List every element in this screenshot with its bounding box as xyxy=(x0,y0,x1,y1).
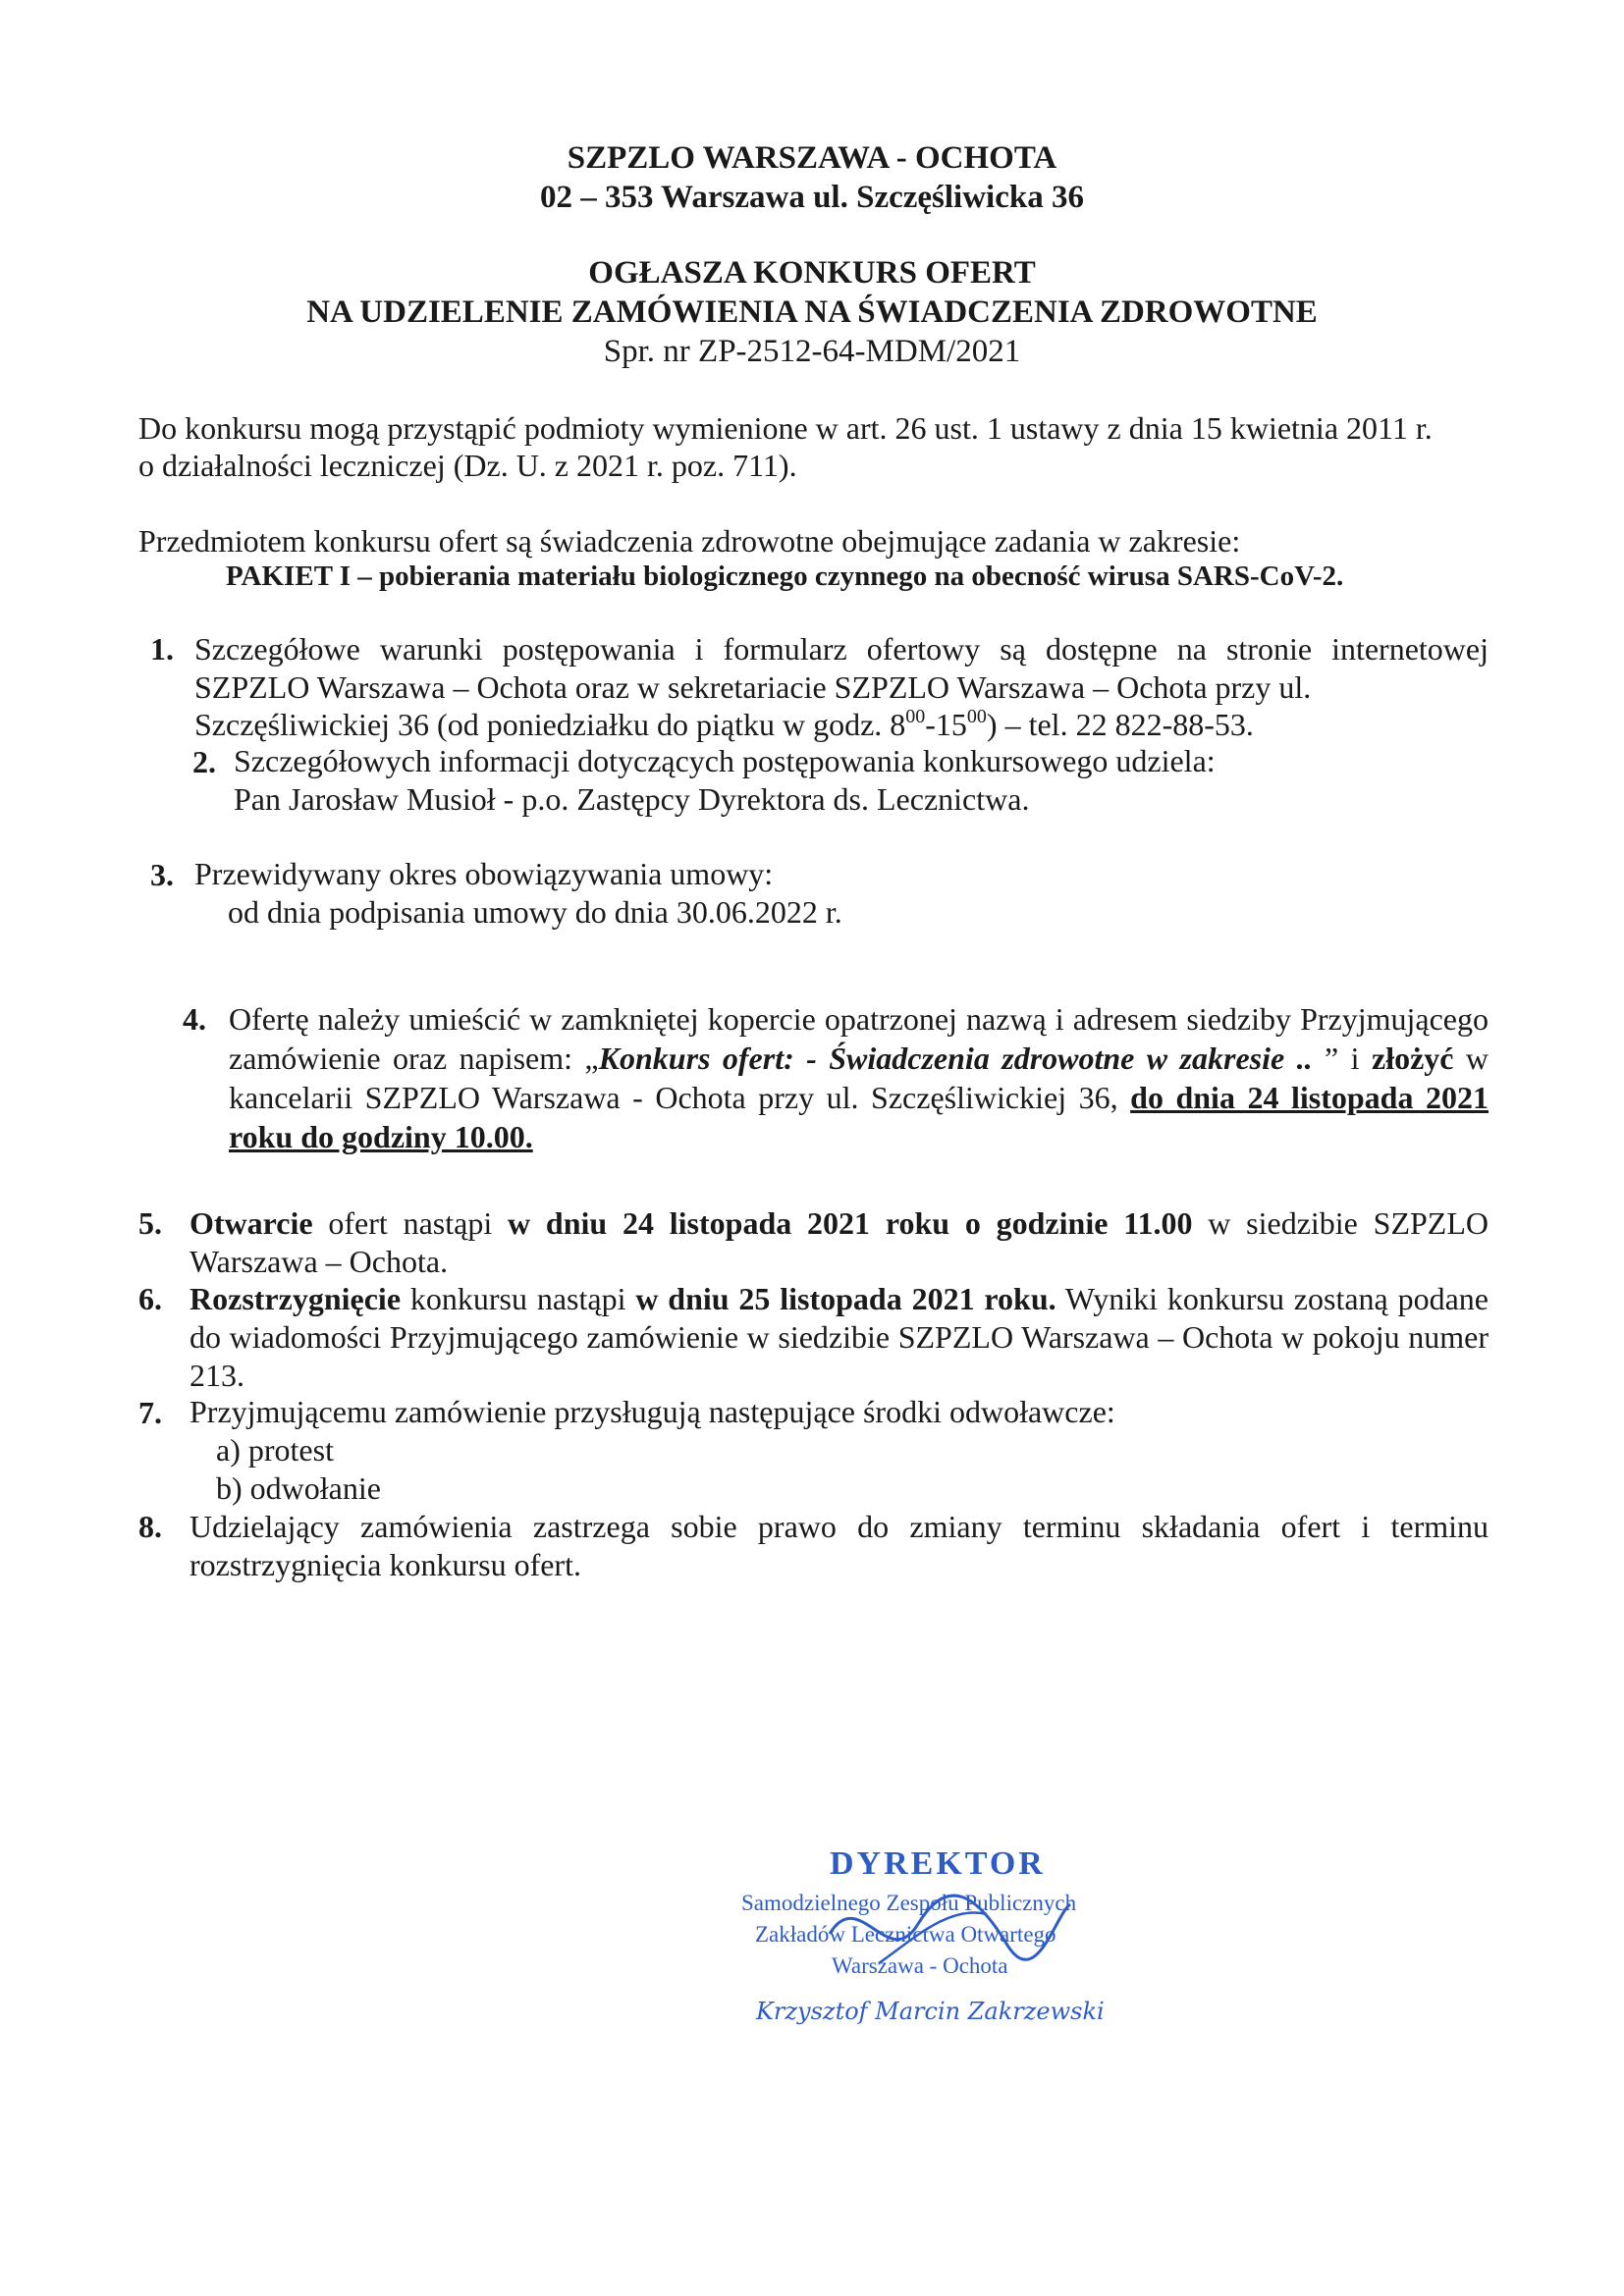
intro-line-1: Do konkursu mogą przystąpić podmioty wymienione w art. 26 ust. 1 ustawy z dnia 15 kwietnia 2011 r. xyxy=(138,410,1433,446)
item-8-text: Udzielający zamówienia zastrzega sobie prawo do zmiany terminu składania ofert i terminu rozstrzygnięcia konkursu ofert. xyxy=(189,1509,1489,1582)
signatory-name: Krzysztof Marcin Zakrzewski xyxy=(756,1998,1105,2025)
announce-title: OGŁASZA KONKURS OFERT xyxy=(588,255,1036,291)
intro-line-2: o działalności leczniczej (Dz. U. z 2021 r. poz. 711). xyxy=(138,448,797,483)
item-2-line-1: Szczegółowych informacji dotyczących postępowania konkursowego udziela: xyxy=(234,743,1216,778)
item-number-3: 3. xyxy=(150,857,174,892)
item-number-2: 2. xyxy=(192,744,216,779)
item-4-text: Ofertę należy umieścić w zamkniętej kopercie opatrzonej nazwą i adresem siedziby Przyjmującego zamówienie oraz napisem: „Konkurs ofert: - Świadczenia zdrowotne w zakresie .. ” i złożyć w kancelarii SZPZLO Warszawa - Ochota przy ul. Szczęśliwickiej 36, do dnia 24 listopada 2021 roku do godziny 10.00. xyxy=(229,1001,1489,1154)
deadline-text: do dnia 24 listopada 2021 roku do godziny 10.00. xyxy=(229,1080,1489,1154)
item-number-4: 4. xyxy=(183,1001,206,1037)
stamp-title: DYREKTOR xyxy=(830,1845,1046,1882)
item-1-last-line: Szczęśliwickiej 36 (od poniedziałku do piątku w godz. $8^{00}-15^{00}$) – tel. 22 822-88-53. xyxy=(194,706,1254,742)
case-number: Spr. nr ZP-2512-64-MDM/2021 xyxy=(603,334,1021,369)
item-number-5: 5. xyxy=(138,1205,162,1241)
item-7-line: Przyjmującemu zamówienie przysługują następujące środki odwoławcze: xyxy=(189,1394,1115,1429)
signature-scribble xyxy=(820,1875,1075,1983)
item-number-7: 7. xyxy=(138,1395,162,1430)
item-3-line-1: Przewidywany okres obowiązywania umowy: xyxy=(194,856,774,891)
stamp-line-3: Warszawa - Ochota xyxy=(832,1953,1008,1978)
stamp-line-2: Zakładów Lecznictwa Otwartego xyxy=(755,1922,1056,1947)
item-5-text: Otwarcie ofert nastąpi w dniu 24 listopada 2021 roku o godzinie 11.00 w siedzibie SZPZLO Warszawa – Ochota. xyxy=(189,1205,1489,1279)
item-3-line-2: od dnia podpisania umowy do dnia 30.06.2022 r. xyxy=(228,894,842,930)
stamp-line-1: Samodzielnego Zespołu Publicznych xyxy=(741,1891,1077,1915)
org-address: 02 – 353 Warszawa ul. Szczęśliwicka 36 xyxy=(540,180,1084,215)
item-7-option-a: a) protest xyxy=(216,1432,334,1468)
announce-subtitle: NA UDZIELENIE ZAMÓWIENIA NA ŚWIADCZENIA ZDROWOTNE xyxy=(306,294,1318,330)
package-line: PAKIET I – pobierania materiału biologicznego czynnego na obecność wirusa SARS-CoV-2. xyxy=(226,561,1344,592)
item-1-text: Szczegółowe warunki postępowania i formularz ofertowy są dostępne na stronie internetowej SZPZLO Warszawa – Ochota oraz w sekretariacie SZPZLO Warszawa – Ochota przy ul. xyxy=(194,631,1489,705)
subject-line: Przedmiotem konkursu ofert są świadczenia zdrowotne obejmujące zadania w zakresie: xyxy=(138,523,1241,559)
org-name: SZPZLO WARSZAWA - OCHOTA xyxy=(567,140,1057,176)
item-number-1: 1. xyxy=(150,631,174,667)
item-2-line-2: Pan Jarosław Musioł - p.o. Zastępcy Dyrektora ds. Lecznictwa. xyxy=(234,781,1030,817)
item-number-6: 6. xyxy=(138,1281,162,1316)
item-6-text: Rozstrzygnięcie konkursu nastąpi w dniu 25 listopada 2021 roku. Wyniki konkursu zostaną podane do wiadomości Przyjmującego zamówienie w siedzibie SZPZLO Warszawa – Ochota w pokoju numer 213. xyxy=(189,1281,1489,1393)
item-7-option-b: b) odwołanie xyxy=(216,1470,381,1506)
item-number-8: 8. xyxy=(138,1509,162,1544)
